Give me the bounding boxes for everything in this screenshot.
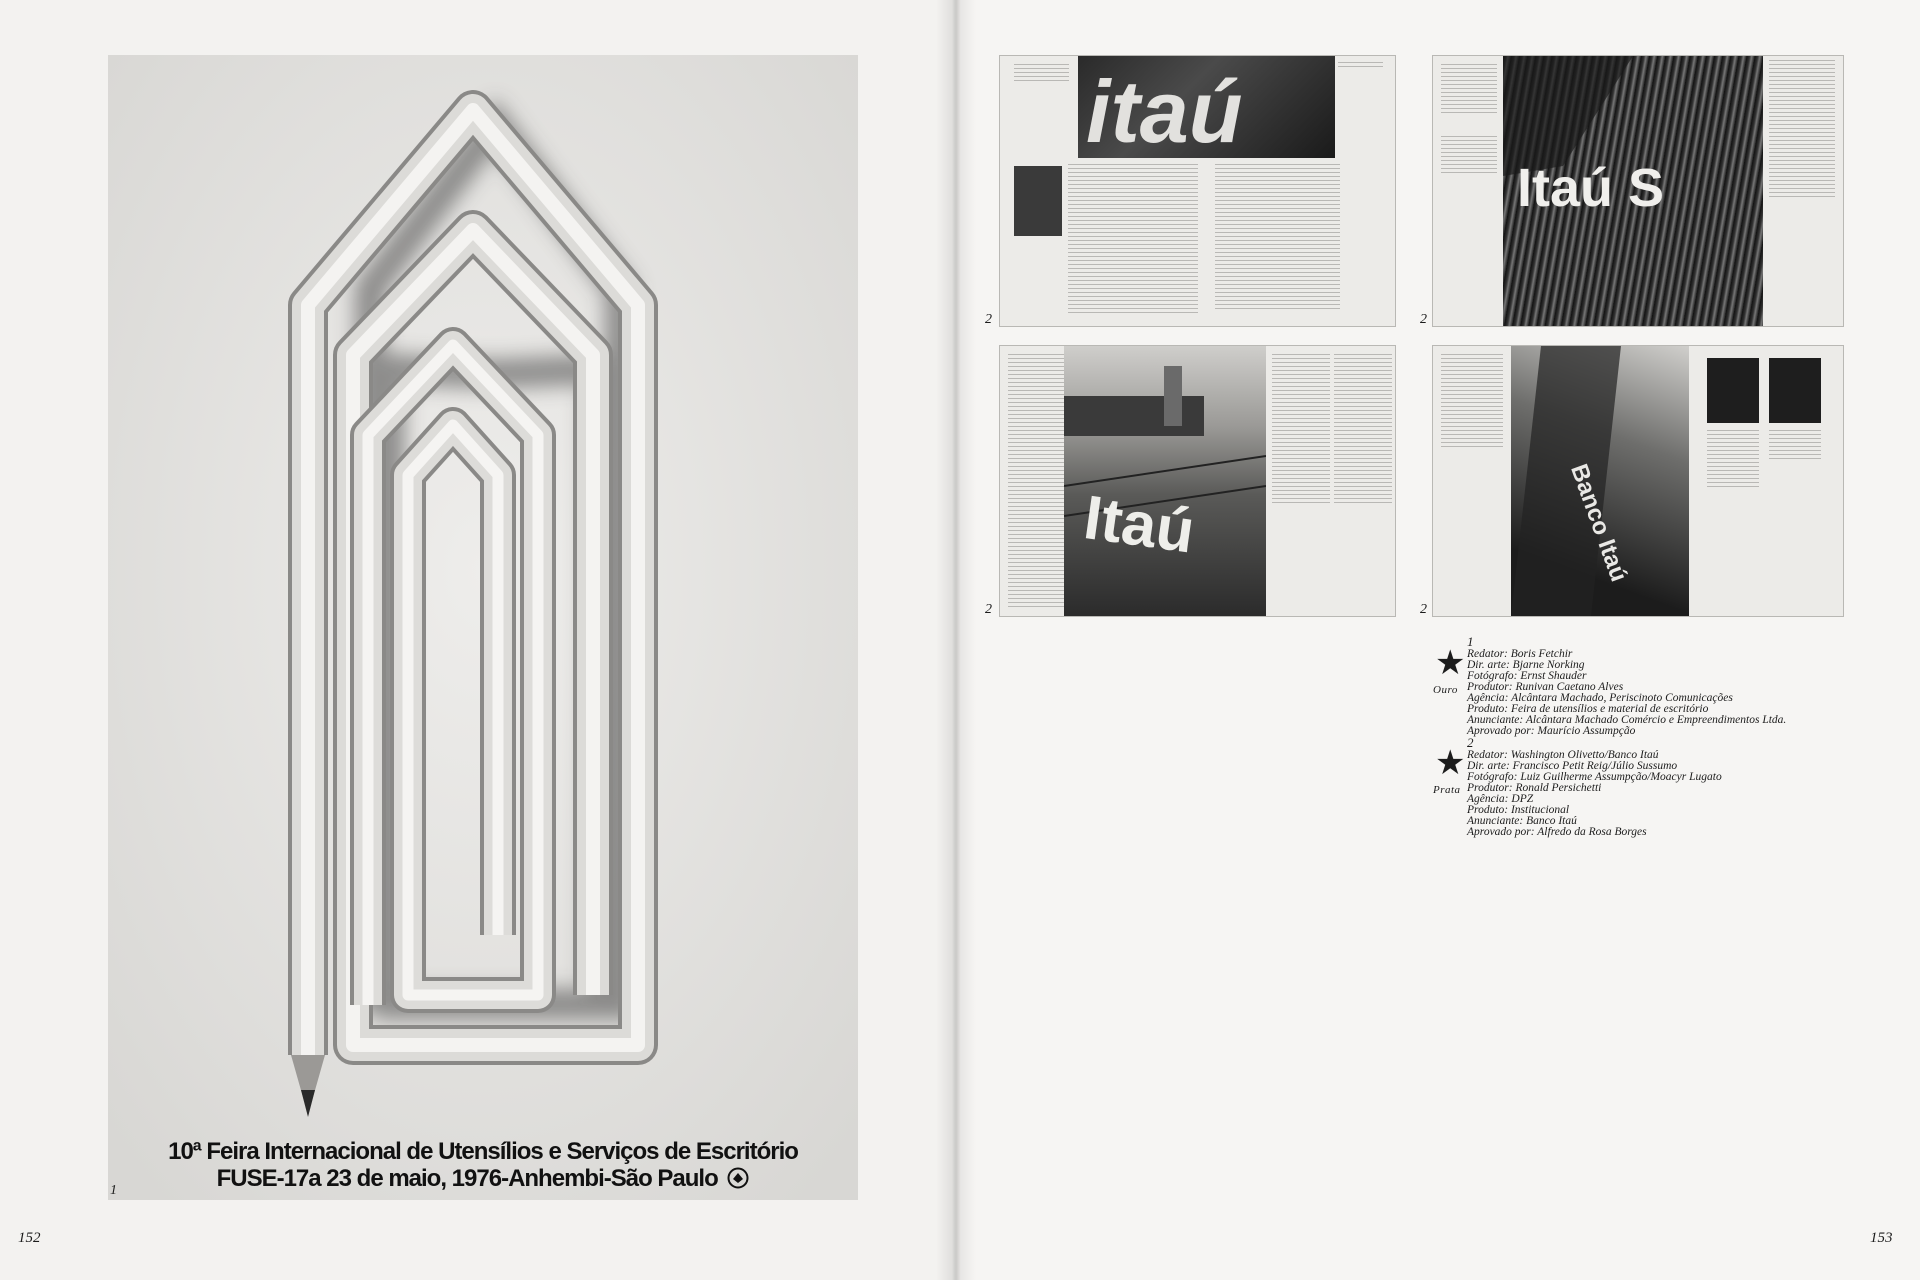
page-number-left: 152 [18, 1230, 41, 1246]
banco-itau-sign-icon [1511, 346, 1689, 616]
itau-ad-thumbnail-1 [999, 55, 1396, 327]
itau-building-photo [1503, 56, 1763, 326]
svg-text:itaú: itaú [1086, 62, 1243, 158]
credits-block [1433, 634, 1847, 846]
itau-ad-thumbnail-2 [1432, 55, 1844, 327]
credit-1-line: Dir. arte: Bjarne Norking [1467, 659, 1585, 671]
thumbnail-2-label: 2 [1420, 312, 1427, 327]
credit-1-line: Anunciante: Alcântara Machado Comércio e Empreendimentos Ltda. [1467, 714, 1787, 726]
small-itau-photo [1014, 166, 1062, 236]
credit-2-line: Aprovado por: Alfredo da Rosa Borges [1467, 826, 1647, 838]
book-gutter [936, 0, 976, 1280]
award-gold-label: Ouro [1433, 684, 1458, 696]
banco-itau-tower-photo [1511, 346, 1689, 616]
credit-1-line: Redator: Boris Fetchir [1467, 648, 1573, 660]
itau-ad-thumbnail-4 [1432, 345, 1844, 617]
itau-building-sign-icon [1503, 56, 1763, 326]
itau-ad-thumbnail-3 [999, 345, 1396, 617]
credit-2-line: Agência: DPZ [1467, 793, 1534, 805]
credit-number-1: 1 [1467, 634, 1474, 649]
itau-night-photo-1 [1707, 358, 1759, 423]
page-number-right: 153 [1870, 1230, 1893, 1246]
thumbnail-4-label: 2 [1420, 602, 1427, 617]
svg-text:Itaú S: Itaú S [1517, 158, 1665, 218]
thumbnail-1-label: 2 [985, 312, 992, 327]
credit-number-2: 2 [1467, 735, 1474, 750]
poster-headline-line1: 10ª Feira Internacional de Utensílios e Serviços de Escritório [168, 1138, 798, 1165]
poster-headline-line2-text: FUSE-17a 23 de maio, 1976-Anhembi-São Paulo [216, 1165, 718, 1192]
credit-2-line: Dir. arte: Francisco Petit Reig/Júlio Sussumo [1467, 760, 1678, 772]
poster-figure-label: 1 [110, 1183, 117, 1198]
credit-2-line: Produto: Institucional [1467, 804, 1570, 816]
itau-letters-photo [1078, 56, 1335, 158]
itau-railway-photo [1064, 346, 1266, 616]
credit-2-line: Anunciante: Banco Itaú [1467, 815, 1577, 827]
credit-2-line: Redator: Washington Olivetto/Banco Itaú [1467, 749, 1659, 761]
credit-1-line: Agência: Alcântara Machado, Periscinoto Comunicações [1467, 692, 1733, 704]
svg-text:Itaú: Itaú [1079, 482, 1199, 567]
itau-night-photo-2 [1769, 358, 1821, 423]
paperclip-pencil-illustration [108, 55, 858, 1200]
silver-star-icon: ★ [1435, 745, 1466, 782]
itau-logo-photo-icon [1078, 56, 1335, 158]
credit-1-line: Produto: Feira de utensílios e material de escritório [1467, 703, 1709, 715]
itau-railway-sign-icon [1064, 346, 1266, 616]
award-silver-label: Prata [1433, 784, 1461, 796]
credit-2-line: Produtor: Ronald Persichetti [1467, 782, 1602, 794]
svg-text:Banco Itaú: Banco Itaú [1565, 460, 1633, 586]
credit-1-line: Produtor: Runivan Caetano Alves [1467, 681, 1624, 693]
left-page [0, 0, 955, 1280]
credit-1-line: Fotógrafo: Ernst Shauder [1467, 670, 1587, 682]
fuse-logo-icon [727, 1167, 749, 1189]
credit-1-line: Aprovado por: Maurício Assumpção [1467, 725, 1636, 737]
thumbnail-3-label: 2 [985, 602, 992, 617]
gold-star-icon: ★ [1435, 645, 1466, 682]
credit-2-line: Fotógrafo: Luiz Guilherme Assumpção/Moacyr Lugato [1467, 771, 1722, 783]
poster-headline-line2 [108, 1165, 858, 1193]
fuse-poster [108, 55, 858, 1200]
